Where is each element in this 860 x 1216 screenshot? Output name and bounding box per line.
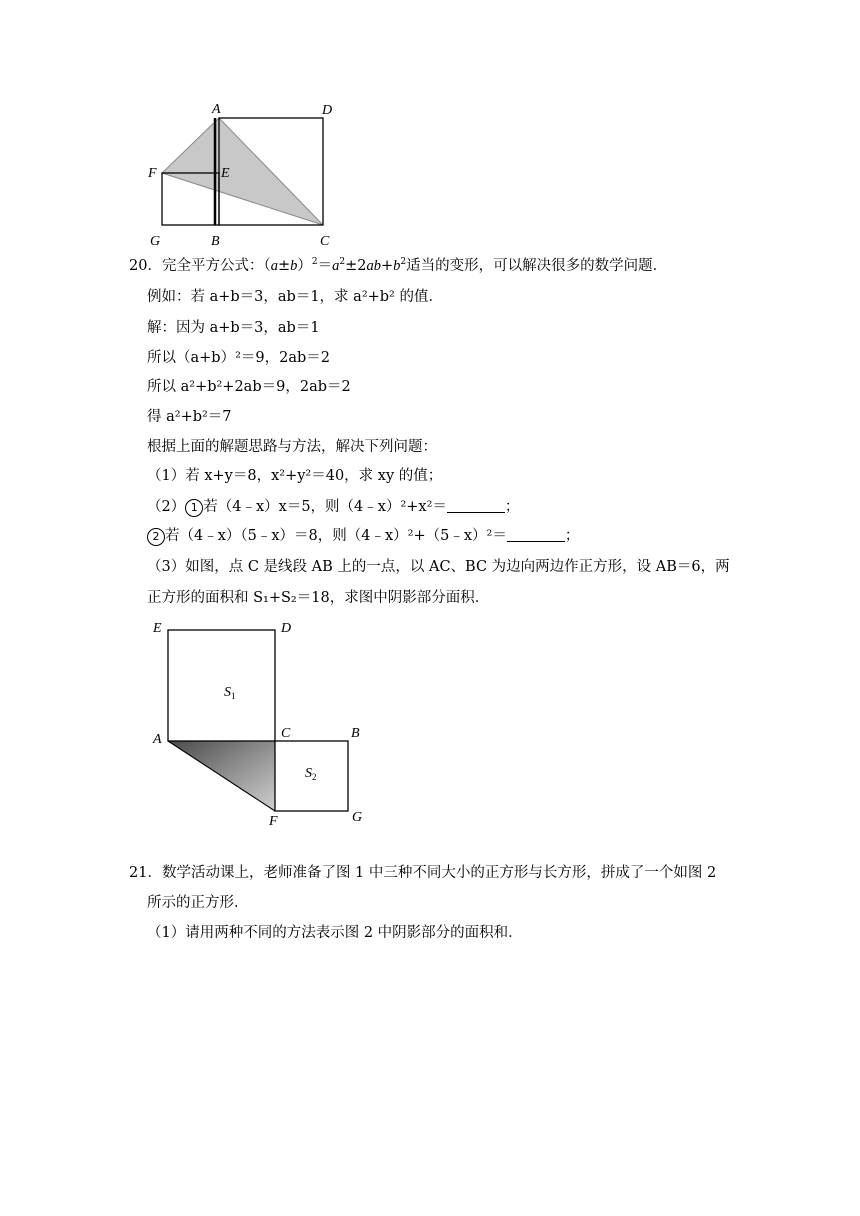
q20-step3: 得 a²+b²＝7 <box>147 409 232 425</box>
label-E: E <box>153 621 162 636</box>
q20-example: 例如：若 a+b＝3，ab＝1，求 a²+b² 的值． <box>147 289 443 305</box>
q20-part2a: （2） 1 若（4﹣x）x＝5，则（4﹣x）²+x²＝ ； <box>147 499 520 515</box>
label-D: D <box>322 103 333 118</box>
q21-number: 21． <box>129 865 162 881</box>
q20-step2: 所以 a²+b²+2ab＝9，2ab＝2 <box>147 379 351 395</box>
q20-solution: 解：因为 a+b＝3，ab＝1 <box>147 320 320 336</box>
geometry-figure-19 <box>140 95 360 255</box>
q20-part3-line1: （3）如图，点 C 是线段 AB 上的一点，以 AC、BC 为边向两边作正方形，设 AB＝6，两 <box>147 559 730 575</box>
answer-blank-2b[interactable] <box>507 527 565 542</box>
q21-line1: 21．数学活动课上，老师准备了图 1 中三种不同大小的正方形与长方形，拼成了一个如图 2 <box>129 865 717 881</box>
q20-intro: 20．完全平方公式：$(a\pm b)^2=a^2\pm 2ab+b^2$适当的变形，可以解决很多的数学问题． <box>129 257 668 274</box>
circled-number-2: 2 <box>147 528 165 546</box>
circled-number-1: 1 <box>185 499 203 517</box>
q20-instruction: 根据上面的解题思路与方法，解决下列问题： <box>147 439 437 455</box>
q20-part2b: 2 若（4﹣x）（5﹣x）＝8，则（4﹣x）²+（5﹣x）²＝ ； <box>147 526 579 546</box>
label-G: G <box>150 234 161 249</box>
label-F: F <box>148 166 157 181</box>
label-S2: $S_2$ <box>305 766 317 782</box>
answer-blank-2a[interactable] <box>447 498 505 513</box>
label-D: D <box>281 621 292 636</box>
q20-step1: 所以（a+b）²＝9，2ab＝2 <box>147 350 330 366</box>
label-A: A <box>153 732 162 747</box>
q21-line2: 所示的正方形． <box>147 895 249 911</box>
shaded-triangle-afc <box>162 118 323 225</box>
label-S1: $S_1$ <box>224 685 236 701</box>
label-C: C <box>281 726 291 741</box>
figure-19-svg <box>140 95 360 255</box>
q21-part1: （1）请用两种不同的方法表示图 2 中阴影部分的面积和． <box>147 925 523 941</box>
label-C: C <box>320 234 330 249</box>
q20-part1: （1）若 x+y＝8，x²+y²＝40，求 xy 的值； <box>147 468 443 484</box>
geometry-figure-20 <box>148 615 378 830</box>
figure-20-svg <box>148 615 378 830</box>
label-B: B <box>351 726 360 741</box>
square-s1 <box>168 630 275 741</box>
label-B: B <box>211 234 220 249</box>
q20-number: 20． <box>129 258 162 274</box>
label-F: F <box>269 814 278 829</box>
q20-part3-line2: 正方形的面积和 S₁+S₂＝18，求图中阴影部分面积． <box>147 590 490 606</box>
label-G: G <box>352 810 363 825</box>
label-A: A <box>212 102 221 117</box>
label-E: E <box>221 166 230 181</box>
